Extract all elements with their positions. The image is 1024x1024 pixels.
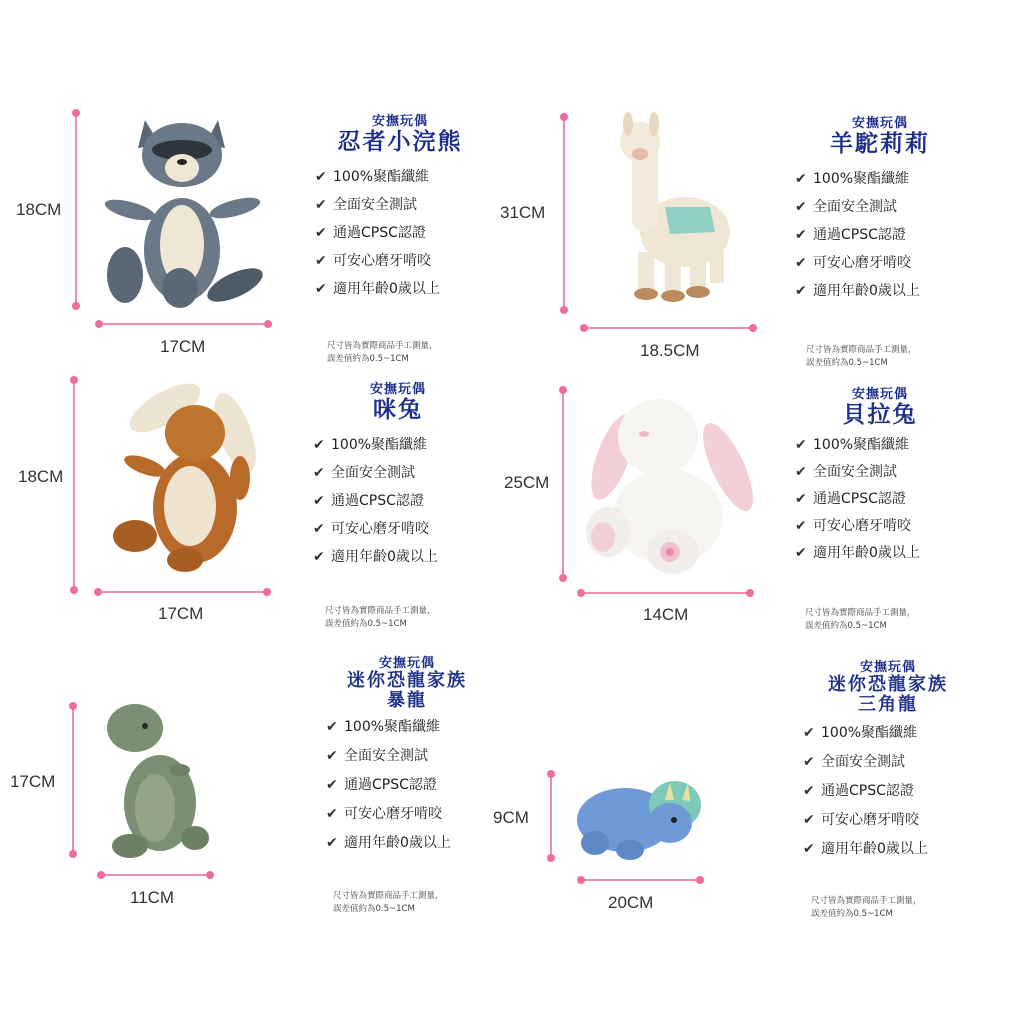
feature-list: [315, 163, 515, 303]
dot: [559, 386, 567, 394]
width-line: [97, 591, 267, 593]
dot: [547, 854, 555, 862]
feature-item: ✔ 100%聚酯纖維: [326, 713, 522, 742]
dot: [560, 306, 568, 314]
feature-item: ✔ 可安心磨牙啃咬: [795, 249, 995, 277]
dot: [69, 850, 77, 858]
feature-list: [803, 719, 1003, 864]
dot: [72, 302, 80, 310]
check-icon: ✔: [795, 545, 807, 561]
width-label: 20CM: [608, 893, 654, 912]
llama-plush-image: [610, 112, 730, 312]
feature-item: ✔ 全面安全測試: [315, 191, 515, 219]
dot: [69, 702, 77, 710]
product-name: 咪兔: [373, 397, 423, 423]
dot: [577, 876, 585, 884]
check-icon: ✔: [315, 253, 327, 269]
width-line: [98, 323, 268, 325]
width-label: 17CM: [160, 337, 206, 356]
feature-list: [795, 432, 995, 567]
dot: [559, 574, 567, 582]
feature-item: ✔ 全面安全測試: [326, 742, 522, 771]
check-icon: ✔: [795, 227, 807, 243]
feature-item: ✔ 可安心磨牙啃咬: [326, 800, 522, 829]
feature-item: ✔ 適用年齡0歲以上: [803, 835, 1003, 864]
bunny-white-plush-image: [578, 382, 756, 582]
check-icon: ✔: [315, 169, 327, 185]
check-icon: ✔: [795, 464, 807, 480]
product-subtitle: 安撫玩偶: [378, 656, 435, 671]
height-line: [73, 380, 75, 592]
product-subtitle: 安撫玩偶: [859, 660, 916, 675]
measurement-note: 尺寸皆為實際商品手工測量， 誤差值約為0.5~1CM: [325, 606, 436, 629]
product-name: 迷你恐龍家族: [347, 670, 467, 691]
feature-list: [326, 713, 522, 858]
check-icon: ✔: [313, 437, 325, 453]
feature-item: ✔ 可安心磨牙啃咬: [313, 515, 513, 543]
dot: [580, 324, 588, 332]
dot: [560, 113, 568, 121]
dot: [547, 770, 555, 778]
feature-item: ✔ 通過CPSC認證: [326, 771, 522, 800]
product-subtitle: 安撫玩偶: [851, 116, 908, 131]
check-icon: ✔: [315, 225, 327, 241]
check-icon: ✔: [313, 465, 325, 481]
feature-item: ✔ 100%聚酯纖維: [795, 432, 995, 459]
product-name-line2: 三角龍: [858, 694, 918, 715]
check-icon: ✔: [803, 812, 815, 828]
measurement-note: 尺寸皆為實際商品手工測量， 誤差值約為0.5~1CM: [327, 341, 438, 364]
height-line: [563, 117, 565, 312]
measurement-note: 尺寸皆為實際商品手工測量， 誤差值約為0.5~1CM: [333, 891, 444, 914]
height-line: [562, 390, 564, 580]
dot: [264, 320, 272, 328]
width-label: 17CM: [158, 604, 204, 623]
product-name: 羊駝莉莉: [830, 131, 930, 157]
feature-item: ✔ 100%聚酯纖維: [795, 165, 995, 193]
feature-item: ✔ 全面安全測試: [795, 193, 995, 221]
feature-list: [313, 431, 513, 571]
width-line: [100, 874, 210, 876]
width-line: [583, 327, 753, 329]
width-line: [580, 879, 700, 881]
dot: [696, 876, 704, 884]
feature-item: ✔ 全面安全測試: [795, 459, 995, 486]
check-icon: ✔: [315, 281, 327, 297]
check-icon: ✔: [795, 437, 807, 453]
dot: [746, 589, 754, 597]
dot: [95, 320, 103, 328]
dot: [749, 324, 757, 332]
product-subtitle: 安撫玩偶: [369, 382, 426, 397]
width-label: 18.5CM: [640, 341, 700, 360]
check-icon: ✔: [326, 777, 338, 793]
feature-list: [795, 165, 995, 305]
product-name: 迷你恐龍家族: [828, 674, 948, 695]
check-icon: ✔: [326, 835, 338, 851]
dot: [206, 871, 214, 879]
measurement-note: 尺寸皆為實際商品手工測量， 誤差值約為0.5~1CM: [806, 345, 917, 368]
check-icon: ✔: [313, 549, 325, 565]
height-label: 18CM: [16, 200, 62, 219]
product-name: 貝拉兔: [842, 402, 918, 428]
measurement-note: 尺寸皆為實際商品手工測量， 誤差值約為0.5~1CM: [811, 896, 922, 919]
feature-item: ✔ 適用年齡0歲以上: [313, 543, 513, 571]
product-subtitle: 安撫玩偶: [851, 387, 908, 402]
dot: [70, 376, 78, 384]
height-line: [75, 113, 77, 308]
height-label: 18CM: [18, 467, 64, 486]
height-label: 25CM: [504, 473, 550, 492]
check-icon: ✔: [315, 197, 327, 213]
feature-item: ✔ 通過CPSC認證: [795, 486, 995, 513]
check-icon: ✔: [803, 783, 815, 799]
dot: [70, 586, 78, 594]
check-icon: ✔: [795, 491, 807, 507]
feature-item: ✔ 可安心磨牙啃咬: [795, 513, 995, 540]
check-icon: ✔: [795, 518, 807, 534]
feature-item: ✔ 適用年齡0歲以上: [326, 829, 522, 858]
width-line: [580, 592, 750, 594]
dot: [97, 871, 105, 879]
check-icon: ✔: [795, 199, 807, 215]
check-icon: ✔: [795, 255, 807, 271]
bunny-brown-plush-image: [110, 378, 260, 578]
feature-item: ✔ 適用年齡0歲以上: [315, 275, 515, 303]
dot: [577, 589, 585, 597]
feature-item: ✔ 通過CPSC認證: [313, 487, 513, 515]
check-icon: ✔: [795, 283, 807, 299]
check-icon: ✔: [326, 748, 338, 764]
check-icon: ✔: [803, 725, 815, 741]
height-label: 9CM: [493, 808, 529, 827]
check-icon: ✔: [795, 171, 807, 187]
feature-item: ✔ 可安心磨牙啃咬: [315, 247, 515, 275]
feature-item: ✔ 100%聚酯纖維: [315, 163, 515, 191]
check-icon: ✔: [326, 806, 338, 822]
feature-item: ✔ 通過CPSC認證: [315, 219, 515, 247]
trex-plush-image: [100, 698, 210, 863]
feature-item: ✔ 全面安全測試: [313, 459, 513, 487]
feature-item: ✔ 適用年齡0歲以上: [795, 277, 995, 305]
dot: [72, 109, 80, 117]
feature-item: ✔ 100%聚酯纖維: [313, 431, 513, 459]
height-label: 31CM: [500, 203, 546, 222]
width-label: 14CM: [643, 605, 689, 624]
triceratops-plush-image: [570, 765, 705, 865]
dot: [94, 588, 102, 596]
height-line: [550, 774, 552, 860]
feature-item: ✔ 通過CPSC認證: [795, 221, 995, 249]
check-icon: ✔: [326, 719, 338, 735]
check-icon: ✔: [803, 754, 815, 770]
dot: [263, 588, 271, 596]
raccoon-plush-image: [100, 110, 265, 310]
check-icon: ✔: [313, 493, 325, 509]
height-label: 17CM: [10, 772, 56, 791]
feature-item: ✔ 100%聚酯纖維: [803, 719, 1003, 748]
width-label: 11CM: [130, 888, 175, 907]
product-name-line2: 暴龍: [387, 690, 427, 711]
feature-item: ✔ 適用年齡0歲以上: [795, 540, 995, 567]
product-name: 忍者小浣熊: [337, 129, 463, 155]
feature-item: ✔ 可安心磨牙啃咬: [803, 806, 1003, 835]
check-icon: ✔: [313, 521, 325, 537]
height-line: [72, 706, 74, 856]
product-subtitle: 安撫玩偶: [371, 114, 428, 129]
measurement-note: 尺寸皆為實際商品手工測量， 誤差值約為0.5~1CM: [805, 608, 916, 631]
feature-item: ✔ 通過CPSC認證: [803, 777, 1003, 806]
check-icon: ✔: [803, 841, 815, 857]
feature-item: ✔ 全面安全測試: [803, 748, 1003, 777]
